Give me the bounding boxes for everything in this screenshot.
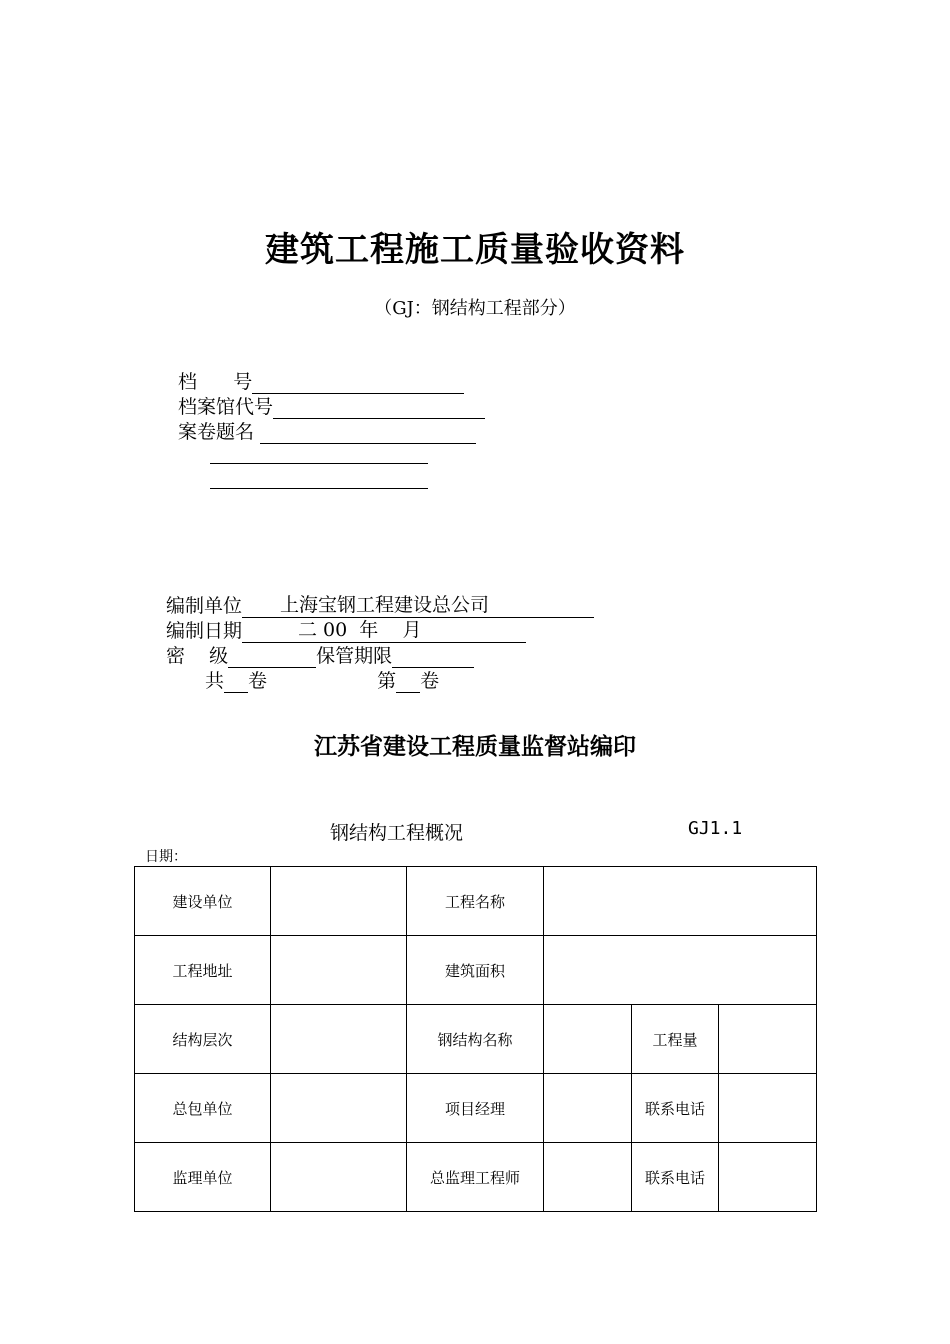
- archive-no-blank[interactable]: [252, 373, 464, 394]
- total-prefix: 共: [205, 670, 225, 692]
- secret-retention-field: [166, 644, 474, 668]
- overview-code: GJ1.1: [688, 818, 743, 839]
- table-row: [135, 1143, 817, 1212]
- total-volumes-blank[interactable]: [224, 672, 248, 693]
- table-row: [135, 1005, 817, 1074]
- table-row: [135, 936, 817, 1005]
- table-row: [135, 867, 817, 936]
- volume-title-blank-line-3[interactable]: [210, 488, 428, 489]
- total-volume-suffix: 卷: [248, 670, 268, 692]
- retention-label: 保管期限: [316, 645, 393, 667]
- table-value-cell[interactable]: [544, 1005, 632, 1074]
- table-value-cell[interactable]: [544, 936, 817, 1005]
- table-label-cell: 建筑面积: [407, 936, 544, 1005]
- compiler-value: 上海宝钢工程建设总公司: [280, 594, 490, 616]
- compiler-label: 编制单位: [166, 595, 243, 617]
- table-label-cell: 工程名称: [407, 867, 544, 936]
- compiler-blank[interactable]: [242, 594, 594, 618]
- table-value-cell[interactable]: [271, 867, 407, 936]
- table-value-cell[interactable]: [544, 1074, 632, 1143]
- archive-code-label: 档案馆代号: [178, 396, 274, 418]
- compiler-field: [166, 594, 594, 618]
- table-value-cell[interactable]: [719, 1074, 817, 1143]
- compile-date-label: 编制日期: [166, 620, 243, 642]
- retention-blank[interactable]: [392, 647, 474, 668]
- table-label-cell: 总包单位: [135, 1074, 271, 1143]
- volume-title-field: [178, 420, 476, 444]
- table-label-cell: 结构层次: [135, 1005, 271, 1074]
- table-label-cell: 工程地址: [135, 936, 271, 1005]
- overview-date-label: 日期：: [145, 849, 187, 865]
- compile-date-field: [166, 619, 526, 643]
- table-label-cell: 项目经理: [407, 1074, 544, 1143]
- table-value-cell[interactable]: [271, 936, 407, 1005]
- compile-date-blank[interactable]: [242, 619, 526, 643]
- archive-no-field: [178, 370, 464, 394]
- index-volume-suffix: 卷: [420, 670, 440, 692]
- table-label-cell: 建设单位: [135, 867, 271, 936]
- volume-title-blank-line-2[interactable]: [210, 463, 428, 464]
- table-value-cell[interactable]: [719, 1143, 817, 1212]
- table-label-cell: 总监理工程师: [407, 1143, 544, 1212]
- document-title: 建筑工程施工质量验收资料: [265, 230, 685, 270]
- table-label-cell: 工程量: [632, 1005, 719, 1074]
- table-value-cell[interactable]: [271, 1005, 407, 1074]
- table-value-cell[interactable]: [719, 1005, 817, 1074]
- table-value-cell[interactable]: [271, 1074, 407, 1143]
- volume-title-label: 案卷题名: [178, 421, 255, 443]
- secret-label: 密 级: [166, 645, 229, 667]
- archive-code-blank[interactable]: [273, 398, 485, 419]
- volume-index-blank[interactable]: [396, 672, 420, 693]
- volume-title-blank[interactable]: [260, 423, 476, 444]
- secret-blank[interactable]: [228, 647, 316, 668]
- table-value-cell[interactable]: [544, 867, 817, 936]
- table-row: [135, 1074, 817, 1143]
- compile-date-value: 二 00 年 月: [298, 619, 422, 641]
- publisher-name: 江苏省建设工程质量监督站编印: [314, 733, 636, 760]
- table-label-cell: 联系电话: [632, 1143, 719, 1212]
- table-value-cell[interactable]: [544, 1143, 632, 1212]
- archive-no-label: 档 号: [178, 371, 253, 393]
- table-label-cell: 联系电话: [632, 1074, 719, 1143]
- index-prefix: 第: [377, 670, 397, 692]
- table-label-cell: 监理单位: [135, 1143, 271, 1212]
- table-label-cell: 钢结构名称: [407, 1005, 544, 1074]
- overview-table: [134, 866, 817, 1212]
- table-value-cell[interactable]: [271, 1143, 407, 1212]
- document-subtitle: （GJ：钢结构工程部分）: [374, 298, 576, 319]
- overview-title: 钢结构工程概况: [330, 822, 464, 844]
- archive-code-field: [178, 395, 485, 419]
- volume-count-field: [205, 669, 439, 693]
